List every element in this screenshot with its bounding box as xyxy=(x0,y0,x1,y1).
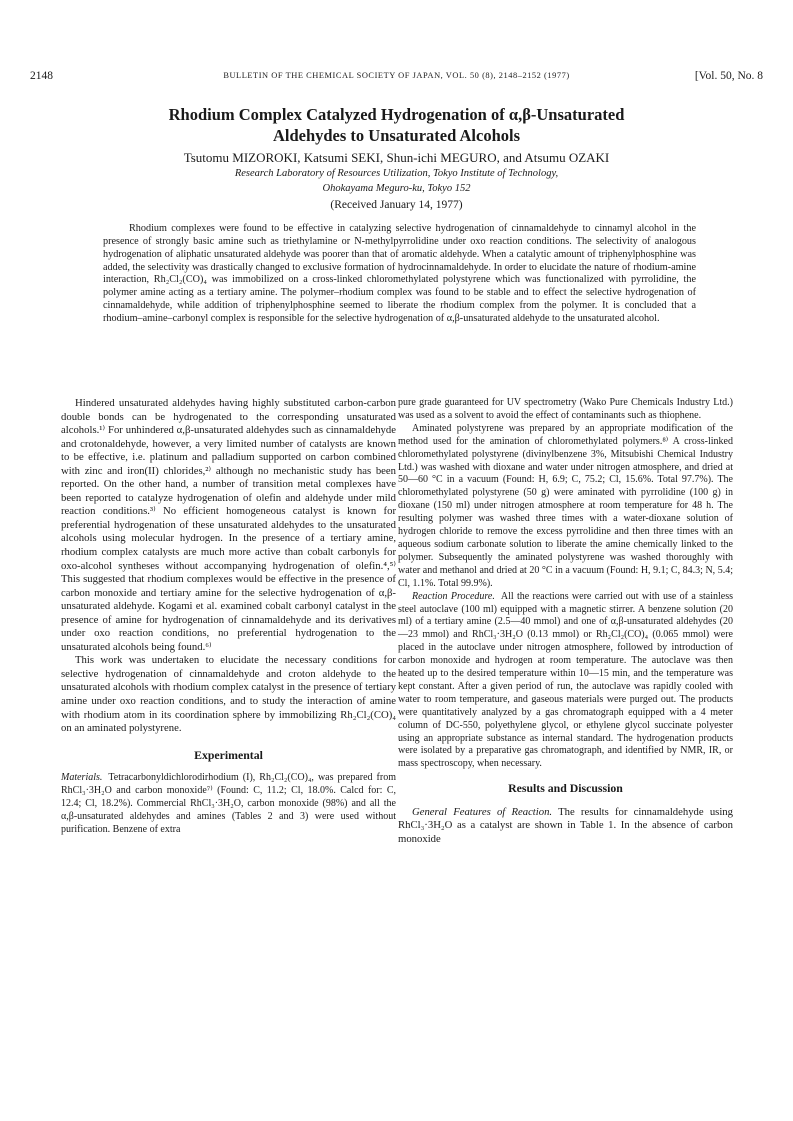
experimental-heading: Experimental xyxy=(194,747,263,762)
page-number: 2148 xyxy=(30,70,53,82)
affiliation-line-1: Research Laboratory of Resources Utilization, Tokyo Institute of Technology, xyxy=(234,168,559,179)
affiliation-line-2: Ohokayama Meguro-ku, Tokyo 152 xyxy=(322,182,471,194)
article-title xyxy=(60,104,733,146)
affiliation xyxy=(40,167,753,196)
right-column xyxy=(398,397,733,846)
materials-text: Tetracarbonyldichlorodirhodium (I), Rh₂Cl₂(CO)₄, was prepared from RhCl₃·3H₂O and carbon monoxide⁷⁾ (Found: C, 11.2; Cl, 18.0%. Calcd for: C, 12.4; Cl, 18.2%). Commercial RhCl₃·3H₂O, carbon monoxide (98%) and all the α,β-unsaturated aldehydes and amines (Tables 2 and 3) were used without purification. Benzene of extra xyxy=(61,772,396,835)
received-date: (Received January 14, 1977) xyxy=(330,199,463,211)
journal-citation: BULLETIN OF THE CHEMICAL SOCIETY OF JAPAN, VOL. 50 (8), 2148–2152 (1977) xyxy=(223,71,570,80)
materials-continuation: pure grade guaranteed for UV spectrometry (Wako Pure Chemicals Industry Ltd.) was used as a solvent to avoid the effect of contaminants such as thiophene. xyxy=(398,397,733,421)
general-features-label: General Features of Reaction. xyxy=(412,805,553,818)
materials-section xyxy=(61,772,396,837)
left-column xyxy=(61,397,396,837)
title-line-1: Rhodium Complex Catalyzed Hydrogenation of α,β-Unsaturated xyxy=(168,105,625,124)
title-line-2: Aldehydes to Unsaturated Alcohols xyxy=(272,126,521,145)
results-heading: Results and Discussion xyxy=(508,781,623,796)
intro-paragraph-1: Hindered unsaturated aldehydes having highly substituted carbon-carbon double bonds can be hydrogenated to the corresponding unsaturated alcohols.¹⁾ For unhindered α,β-unsaturated aldehydes such as cinnamaldehyde and crotonaldehyde, however, a very limited number of catalysts are known to be effective, i.e. platinum and palladium supported on carbon combined with zinc and iron(II) chlorides,²⁾ although no mechanistic study has been reported. On the other hand, a number of transition metal complexes have been reported to catalyze hydrogenation of olefin and aldehyde under mild reaction conditions.³⁾ No efficient homogeneous catalyst is known for preferential hydrogenation of these unsaturated aldehydes to the unsaturated alcohols using molecular hydrogen. In the presence of a tertiary amine, rhodium complex catalysts are much more active than cobalt carbonyls for oxo-alcohol syntheses without accompanying hydrogenation of olefin.⁴,⁵⁾ This suggested that rhodium complexes would be effective in the presence of carbon monoxide and tertiary amine for the selective hydrogenation of α,β-unsaturated aldehyde. Kogami et al. examined cobalt carbonyl catalyst in the presence of amine for hydrogenation of cinnamaldehyde and its derivatives under oxo reaction conditions, no preferential hydrogenation to the unsaturated alcohols being found.⁶⁾ xyxy=(61,397,396,653)
running-header xyxy=(30,70,763,86)
volume-label: [Vol. 50, No. 8 xyxy=(694,70,763,82)
materials-label: Materials. xyxy=(61,772,103,784)
materials-paragraph xyxy=(61,772,396,837)
intro-paragraph-2: This work was undertaken to elucidate the necessary conditions for selective hydrogenation of cinnamaldehyde and croton aldehyde to the unsaturated alcohols with rhodium complex catalyst in the presence of tertiary amine under oxo reaction conditions, and to study the interaction of amine with rhodium atom in its coordination sphere by immobilizing Rh₂Cl₂(CO)₄ on an aminated polystyrene. xyxy=(61,654,396,735)
procedure-text: All the reactions were carried out with use of a stainless steel autoclave (100 ml) equipped with a magnetic stirrer. A benzene solution (20 ml) of a tertiary amine (2.5—40 mmol) and one of α,β-unsaturated aldehydes (20—23 mmol) and RhCl₃·3H₂O (0.13 mmol) or Rh₂Cl₂(CO)₄ (0.065 mmol) were placed in the autoclave under nitrogen atmosphere, followed by introduction of carbon monoxide and hydrogen at room temperature. The autoclave was then heated up to the desired temperature within 10—15 min, and the temperature was kept constant. After a given period of run, the autoclave was rapidly cooled with water to room temperature, and gaseous materials were purged out. The products were quantitatively analyzed by a gas chromatograph equipped with a 4 meter column of DC-550, polyethylene glycol, or ethylene glycol succinate polyester using an appropriate substance as internal standard. The hydrogenation products were isolated by a preparative gas chromatograph, and identified by NMR, IR, or mass spectroscopy, when necessary. xyxy=(398,590,733,770)
general-features-paragraph xyxy=(398,806,733,847)
abstract: Rhodium complexes were found to be effective in catalyzing selective hydrogenation of cinnamaldehyde to cinnamyl alcohol in the presence of strongly basic amine such as triethylamine or N-methylpyrrolidine under oxo reaction conditions. The selectivity of analogous hydrogenation of aliphatic unsaturated aldehyde was poorer than that of aromatic aldehyde. When a catalytic amount of triphenylphosphine was added, the selectivity was drastically changed to exclusive formation of hydrocinnamaldehyde. In order to elucidate the nature of rhodium-amine interaction, Rh₂Cl₂(CO)₄ was immobilized on a cross-linked chloromethylated polystyrene which was functionalized with pyrrolidine, the polymer amine acting as a tertiary amine. The polymer–rhodium complex was found to be stable and to effect the selective hydrogenation of cinnamaldehyde, while addition of triphenylphosphine seemed to liberate the rhodium complex from the polymer. It is concluded that a rhodium–amine–carbonyl complex is responsible for the selective hydrogenation of α,β-unsaturated aldehyde to the unsaturated alcohol. xyxy=(103,223,696,324)
aminated-polystyrene-paragraph: Aminated polystyrene was prepared by an appropriate modification of the method used for the amination of chloromethylated polymers.⁸⁾ A cross-linked chloromethylated polystyrene (divinylbenzene 3%, Mitsubishi Chemical Industry Ltd.) was washed with dioxane and water under nitrogen atmosphere, and dried at 50—60 °C in a vacuum (Found: H, 6.9; C, 75.2; Cl, 15.6%. Total 97.7%). The chloromethylated polystyrene (50 g) were aminated with pyrrolidine (100 g) in dioxane (150 ml) under nitrogen atmosphere at room temperature for 48 h. The resulting polymer was washed three times with a water-dioxane solution of hydrogen chloride to remove the excess pyrrolidine and then three times with an aqueous sodium carbonate solution to liberate the amine chemically linked to the polymer. Subsequently the aminated polystyrene was washed thoroughly with water and methanol and dried at 20 °C in a vacuum (Found: H, 9.1; C, 84.3; N, 5.4; Cl, 1.1%. Total 99.9%). xyxy=(398,422,733,589)
author-list: Tsutomu MIZOROKI, Katsumi SEKI, Shun-ichi MEGURO, and Atsumu OZAKI xyxy=(183,150,610,165)
methods-section xyxy=(398,397,733,771)
procedure-label: Reaction Procedure. xyxy=(412,590,495,602)
general-features-text: The results for cinnamaldehyde using RhCl₃·3H₂O as a catalyst are shown in Table 1. In the absence of carbon monoxide xyxy=(398,805,733,845)
procedure-paragraph xyxy=(398,591,733,772)
